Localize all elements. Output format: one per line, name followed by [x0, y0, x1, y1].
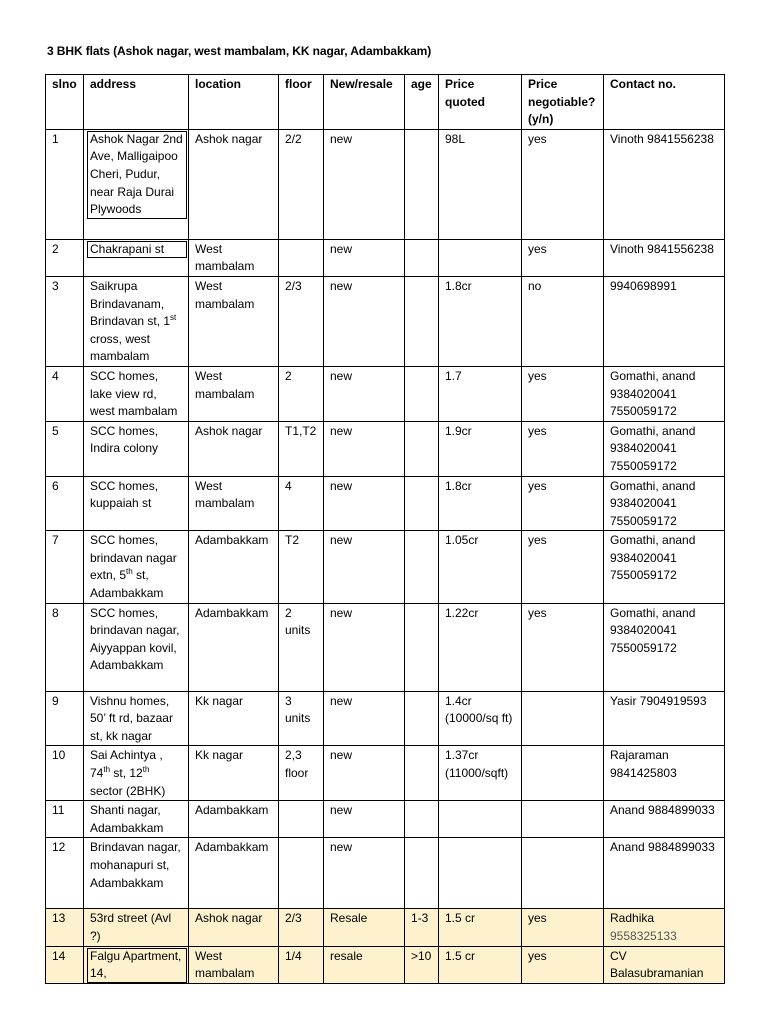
contact-phone: 7550059172	[610, 513, 677, 528]
table-row	[46, 366, 725, 421]
cell-price-quoted: 98L	[439, 129, 522, 239]
cell-price-negotiable: yes	[522, 421, 604, 476]
address-text: cross, west mambalam	[90, 331, 151, 364]
cell-address	[84, 239, 189, 276]
cell-age	[405, 476, 439, 531]
header-address: address	[84, 75, 189, 130]
cell-address: Brindavan nagar, mohanapuri st, Adambakkam	[84, 838, 189, 909]
cell-floor: 2/3	[279, 276, 324, 366]
cell-age	[405, 746, 439, 801]
cell-floor	[279, 838, 324, 909]
cell-price-quoted: 1.22cr	[439, 603, 522, 691]
cell-address: SCC homes, Indira colony	[84, 421, 189, 476]
table-row	[46, 801, 725, 838]
cell-slno: 13	[46, 909, 84, 946]
cell-location: Kk nagar	[189, 746, 279, 801]
page-title: 3 BHK flats (Ashok nagar, west mambalam, KK nagar, Adambakkam)	[47, 44, 432, 58]
table-row	[46, 421, 725, 476]
cell-location: Adambakkam	[189, 838, 279, 909]
cell-new-resale: new	[324, 801, 405, 838]
cell-floor: 2	[279, 366, 324, 421]
table-row	[46, 531, 725, 603]
contact-name: Gomathi, anand	[610, 533, 696, 548]
cell-address: 53rd street (Avl ?)	[84, 909, 189, 946]
cell-contact	[604, 909, 725, 946]
cell-price-negotiable: no	[522, 276, 604, 366]
cell-floor: 2 units	[279, 603, 324, 691]
header-new-resale: New/resale	[324, 75, 405, 130]
cell-location: Adambakkam	[189, 603, 279, 691]
cell-price-quoted	[439, 239, 522, 276]
ordinal-suffix: th	[103, 765, 111, 775]
cell-contact	[604, 366, 725, 421]
contact-name: Gomathi, anand	[610, 423, 696, 438]
cell-floor	[279, 801, 324, 838]
header-location: location	[189, 75, 279, 130]
cell-age: 1-3	[405, 909, 439, 946]
header-price-negotiable: Price negotiable? (y/n)	[522, 75, 604, 130]
cell-address	[84, 276, 189, 366]
cell-price-negotiable: yes	[522, 531, 604, 603]
cell-slno: 5	[46, 421, 84, 476]
header-row	[46, 75, 725, 130]
cell-age	[405, 603, 439, 691]
cell-slno: 11	[46, 801, 84, 838]
cell-price-quoted: 1.9cr	[439, 421, 522, 476]
table-row	[46, 691, 725, 746]
table-row	[46, 603, 725, 691]
cell-slno: 14	[46, 946, 84, 983]
cell-contact: Vinoth 9841556238	[604, 129, 725, 239]
cell-floor: 2,3 floor	[279, 746, 324, 801]
cell-slno: 6	[46, 476, 84, 531]
contact-phone: 9384020041	[610, 386, 677, 401]
cell-slno: 3	[46, 276, 84, 366]
cell-address: SCC homes, lake view rd, west mambalam	[84, 366, 189, 421]
cell-new-resale: new	[324, 531, 405, 603]
cell-age	[405, 129, 439, 239]
address-box: Chakrapani st	[87, 241, 187, 259]
cell-floor	[279, 239, 324, 276]
cell-age	[405, 421, 439, 476]
cell-price-quoted: 1.5 cr	[439, 946, 522, 983]
cell-contact: CV Balasubramanian	[604, 946, 725, 983]
cell-new-resale: resale	[324, 946, 405, 983]
cell-contact	[604, 603, 725, 691]
address-text: sector (2BHK)	[90, 783, 166, 798]
cell-floor: 1/4	[279, 946, 324, 983]
cell-age	[405, 838, 439, 909]
cell-price-quoted: 1.05cr	[439, 531, 522, 603]
cell-price-negotiable	[522, 838, 604, 909]
cell-address	[84, 129, 189, 239]
cell-slno: 8	[46, 603, 84, 691]
contact-name: Gomathi, anand	[610, 368, 696, 383]
flats-table	[45, 74, 725, 984]
cell-price-quoted: 1.8cr	[439, 276, 522, 366]
cell-price-negotiable: yes	[522, 366, 604, 421]
cell-address: SCC homes, kuppaiah st	[84, 476, 189, 531]
cell-age	[405, 691, 439, 746]
cell-address: Vishnu homes, 50’ ft rd, bazaar st, kk nagar	[84, 691, 189, 746]
contact-name: Gomathi, anand	[610, 605, 696, 620]
cell-price-quoted	[439, 838, 522, 909]
cell-floor: 2/2	[279, 129, 324, 239]
cell-age: >10	[405, 946, 439, 983]
cell-address	[84, 531, 189, 603]
contact-phone: 9558325133	[610, 929, 677, 943]
cell-floor: 4	[279, 476, 324, 531]
table-row	[46, 476, 725, 531]
contact-phone: 9384020041	[610, 441, 677, 456]
cell-slno: 4	[46, 366, 84, 421]
table-row	[46, 838, 725, 909]
cell-new-resale: new	[324, 239, 405, 276]
cell-age	[405, 801, 439, 838]
address-text: Sai Achintya , 74	[90, 748, 163, 781]
cell-location: West mambalam	[189, 276, 279, 366]
cell-location: Adambakkam	[189, 801, 279, 838]
ordinal-suffix: st	[170, 313, 177, 323]
address-text: Saikrupa Brindavanam, Brindavan st, 1	[90, 278, 171, 329]
cell-address: SCC homes, brindavan nagar, Aiyyappan kovil, Adambakkam	[84, 603, 189, 691]
cell-new-resale: new	[324, 603, 405, 691]
cell-new-resale: new	[324, 276, 405, 366]
header-slno: slno	[46, 75, 84, 130]
cell-address	[84, 946, 189, 983]
cell-slno: 7	[46, 531, 84, 603]
cell-new-resale: new	[324, 129, 405, 239]
cell-price-negotiable: yes	[522, 909, 604, 946]
cell-location: West mambalam	[189, 946, 279, 983]
table-row-highlighted	[46, 946, 725, 983]
cell-location: Ashok nagar	[189, 909, 279, 946]
contact-phone: 7550059172	[610, 404, 677, 419]
cell-new-resale: new	[324, 691, 405, 746]
header-contact: Contact no.	[604, 75, 725, 130]
cell-floor: 2/3	[279, 909, 324, 946]
cell-age	[405, 276, 439, 366]
address-box: Ashok Nagar 2nd Ave, Malligaipoo Cheri, Pudur, near Raja Durai Plywoods	[87, 131, 187, 219]
cell-location: Ashok nagar	[189, 129, 279, 239]
cell-new-resale: new	[324, 366, 405, 421]
cell-new-resale: new	[324, 746, 405, 801]
cell-contact: Rajaraman 9841425803	[604, 746, 725, 801]
cell-new-resale: new	[324, 421, 405, 476]
contact-phone: 9384020041	[610, 623, 677, 638]
contact-phone: 7550059172	[610, 458, 677, 473]
cell-contact: 9940698991	[604, 276, 725, 366]
cell-slno: 2	[46, 239, 84, 276]
contact-phone: 9384020041	[610, 550, 677, 565]
cell-floor: T2	[279, 531, 324, 603]
ordinal-suffix: th	[142, 765, 150, 775]
cell-new-resale: Resale	[324, 909, 405, 946]
cell-price-quoted: 1.5 cr	[439, 909, 522, 946]
cell-contact: Yasir 7904919593	[604, 691, 725, 746]
cell-price-negotiable	[522, 801, 604, 838]
cell-price-negotiable: yes	[522, 129, 604, 239]
cell-location: Adambakkam	[189, 531, 279, 603]
cell-price-quoted: 1.8cr	[439, 476, 522, 531]
cell-price-negotiable: yes	[522, 476, 604, 531]
cell-address	[84, 746, 189, 801]
contact-phone: 9384020041	[610, 496, 677, 511]
cell-contact: Vinoth 9841556238	[604, 239, 725, 276]
cell-location: Ashok nagar	[189, 421, 279, 476]
cell-new-resale: new	[324, 476, 405, 531]
cell-age	[405, 366, 439, 421]
cell-location: West mambalam	[189, 476, 279, 531]
cell-price-negotiable	[522, 691, 604, 746]
table-row	[46, 746, 725, 801]
cell-contact: Anand 9884899033	[604, 801, 725, 838]
cell-new-resale: new	[324, 838, 405, 909]
contact-name: Radhika	[610, 911, 655, 926]
header-age: age	[405, 75, 439, 130]
table-row	[46, 239, 725, 276]
contact-phone: 7550059172	[610, 640, 677, 655]
address-text: st, 12	[110, 766, 143, 781]
address-box: Falgu Apartment, 14,	[87, 948, 187, 983]
cell-contact	[604, 531, 725, 603]
cell-slno: 12	[46, 838, 84, 909]
cell-price-negotiable: yes	[522, 946, 604, 983]
cell-floor: T1,T2	[279, 421, 324, 476]
header-floor: floor	[279, 75, 324, 130]
ordinal-suffix: th	[126, 567, 133, 577]
cell-slno: 1	[46, 129, 84, 239]
cell-contact	[604, 476, 725, 531]
cell-location: Kk nagar	[189, 691, 279, 746]
contact-phone: 7550059172	[610, 568, 677, 583]
header-price-quoted: Price quoted	[439, 75, 522, 130]
address-text: SCC homes, brindavan nagar extn, 5	[90, 533, 177, 583]
cell-age	[405, 239, 439, 276]
cell-age	[405, 531, 439, 603]
cell-price-quoted: 1.4cr (10000/sq ft)	[439, 691, 522, 746]
contact-name: Gomathi, anand	[610, 478, 696, 493]
cell-slno: 10	[46, 746, 84, 801]
cell-price-quoted: 1.37cr (11000/sqft)	[439, 746, 522, 801]
cell-address: Shanti nagar, Adambakkam	[84, 801, 189, 838]
cell-floor: 3 units	[279, 691, 324, 746]
cell-price-quoted: 1.7	[439, 366, 522, 421]
table-row	[46, 276, 725, 366]
cell-slno: 9	[46, 691, 84, 746]
cell-location: West mambalam	[189, 366, 279, 421]
table-row-highlighted	[46, 909, 725, 946]
cell-price-quoted	[439, 801, 522, 838]
address-text: st, Adambakkam	[90, 568, 164, 601]
table-row	[46, 129, 725, 239]
cell-location: West mambalam	[189, 239, 279, 276]
cell-price-negotiable: yes	[522, 239, 604, 276]
cell-contact: Anand 9884899033	[604, 838, 725, 909]
cell-price-negotiable	[522, 746, 604, 801]
cell-contact	[604, 421, 725, 476]
cell-price-negotiable: yes	[522, 603, 604, 691]
